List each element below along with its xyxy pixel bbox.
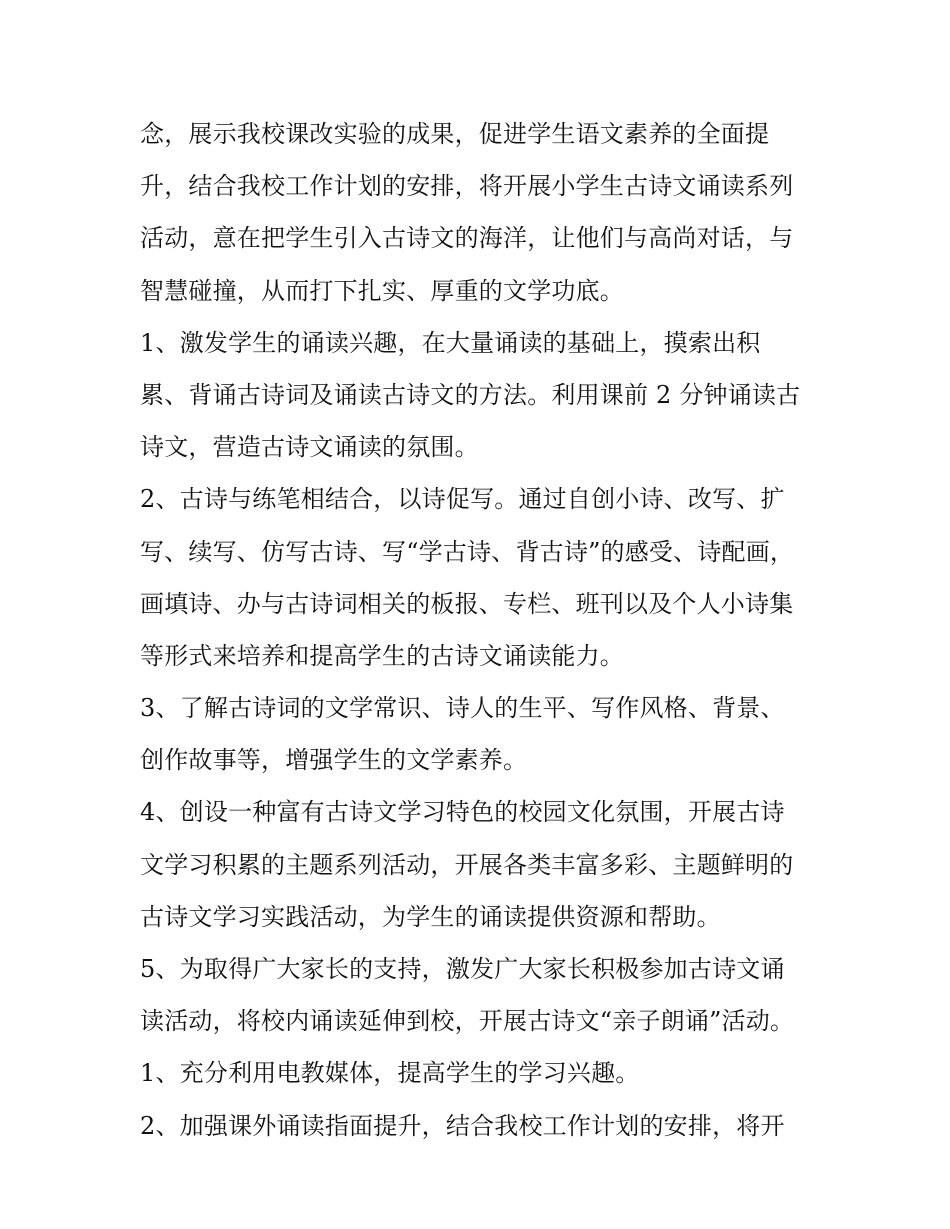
text-line: 创作故事等，增强学生的文学素养。: [140, 746, 528, 775]
list-item-line: 2、古诗与练笔相结合，以诗促写。通过自创小诗、改写、扩: [140, 485, 785, 514]
text-line: 文学习积累的主题系列活动，开展各类丰富多彩、主题鲜明的: [140, 850, 794, 879]
text-line: 念，展示我校课改实验的成果，促进学生语文素养的全面提: [140, 120, 770, 148]
text-line: 写、续写、仿写古诗、写“学古诗、背古诗”的感受、诗配画，: [140, 537, 795, 566]
text-line: 古诗文学习实践活动，为学生的诵读提供资源和帮助。: [140, 902, 721, 931]
list-item-line: 2、加强课外诵读指面提升，结合我校工作计划的安排，将开: [140, 1111, 785, 1140]
text-line: 读活动，将校内诵读延伸到校，开展古诗文“亲子朗诵”活动。: [140, 1007, 795, 1036]
document-body: [140, 108, 820, 1152]
list-item-line: 1、充分利用电教媒体，提高学生的学习兴趣。: [140, 1059, 640, 1088]
list-item-line: 1、激发学生的诵读兴趣，在大量诵读的基础上，摸索出积: [140, 328, 761, 357]
text-line: 升，结合我校工作计划的安排，将开展小学生古诗文诵读系列: [140, 172, 794, 201]
text-line: 活动，意在把学生引入古诗文的海洋，让他们与高尚对话，与: [140, 224, 794, 253]
text-line: 智慧碰撞，从而打下扎实、厚重的文学功底。: [140, 276, 624, 305]
text-line: 画填诗、办与古诗词相关的板报、专栏、班刊以及个人小诗集: [140, 589, 794, 618]
text-line: 等形式来培养和提高学生的古诗文诵读能力。: [140, 641, 624, 670]
text-line: 累、背诵古诗词及诵读古诗文的方法。利用课前 2 分钟诵读古: [140, 380, 801, 409]
list-item-line: 5、为取得广大家长的支持，激发广大家长积极参加古诗文诵: [140, 955, 785, 983]
list-item-line: 4、创设一种富有古诗文学习特色的校园文化氛围，开展古诗: [140, 798, 785, 827]
text-line: 诗文，营造古诗文诵读的氛围。: [140, 433, 479, 462]
list-item-line: 3、了解古诗词的文学常识、诗人的生平、写作风格、背景、: [140, 694, 785, 723]
